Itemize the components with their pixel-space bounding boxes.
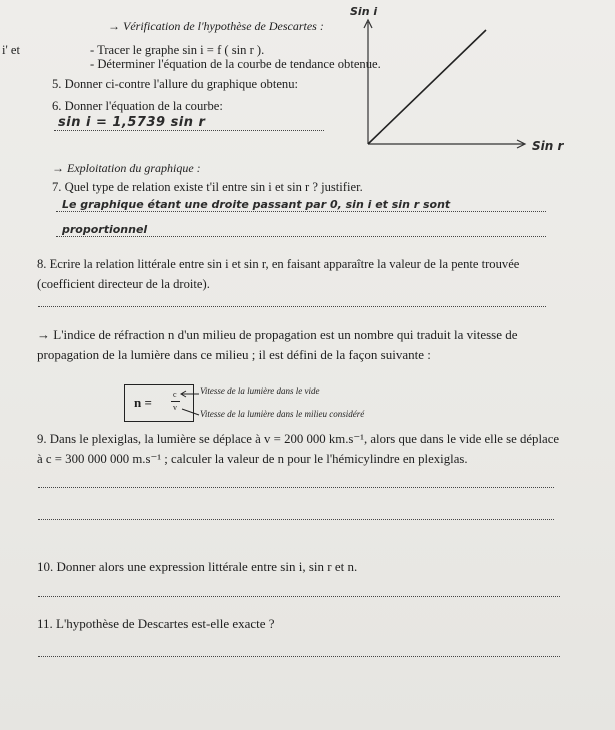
arrow-right-icon: → [108,19,120,33]
verification-heading: → Vérification de l'hypothèse de Descartes : [108,19,324,33]
question-9-line-2: à c = 300 000 000 m.s⁻¹ ; calculer la valeur de n pour le l'hémicylindre en plexiglas. [37,452,468,466]
refraction-intro-line-1: → L'indice de réfraction n d'un milieu de propagation est un nombre qui traduit la vitesse de [37,327,518,342]
answer-9-line-1 [38,487,554,488]
answer-11-line [38,656,560,657]
margin-fragment: i' et [2,43,21,57]
graph-y-label: Sin i [350,5,378,18]
arrow-right-icon: → [37,327,50,342]
question-8-line-1: 8. Ecrire la relation littérale entre sin i et sin r, en faisant apparaître la valeur de la pente trouvée [37,257,520,271]
label-c: Vitesse de la lumière dans le vide [200,386,320,396]
answer-7-line-2: proportionnel [62,223,148,236]
label-v: Vitesse de la lumière dans le milieu considéré [200,409,365,419]
formula-v: v [173,403,177,412]
exploitation-heading: → Exploitation du graphique : [52,161,201,175]
formula-c: c [173,390,177,399]
answer-10-line [38,596,560,597]
answer-7-line-1: Le graphique étant une droite passant par 0, sin i et sin r sont [62,198,451,211]
question-6: 6. Donner l'équation de la courbe: [52,99,223,113]
question-5: 5. Donner ci-contre l'allure du graphique obtenu: [52,77,299,91]
question-7: 7. Quel type de relation existe t'il entre sin i et sin r ? justifier. [52,180,363,194]
question-9-line-1: 9. Dans le plexiglas, la lumière se déplace à v = 200 000 km.s⁻¹, alors que dans le vide elle se déplace [37,432,560,446]
question-8-line-2: (coefficient directeur de la droite). [37,277,210,291]
question-11: 11. L'hypothèse de Descartes est-elle exacte ? [37,616,275,631]
graph-x-label: Sin r [532,139,564,153]
answer-6: sin i = 1,5739 sin r [58,115,206,130]
question-10: 10. Donner alors une expression littérale entre sin i, sin r et n. [37,559,358,574]
formula-n: n = [134,395,152,410]
trend-instruction: - Déterminer l'équation de la courbe de tendance obtenue. [90,57,381,71]
answer-9-line-2 [38,519,554,520]
arrow-right-icon: → [52,161,64,175]
trace-instruction: - Tracer le graphe sin i = f ( sin r ). [90,43,265,57]
refraction-intro-line-2: propagation de la lumière dans ce milieu ; il est défini de la façon suivante : [37,347,431,362]
